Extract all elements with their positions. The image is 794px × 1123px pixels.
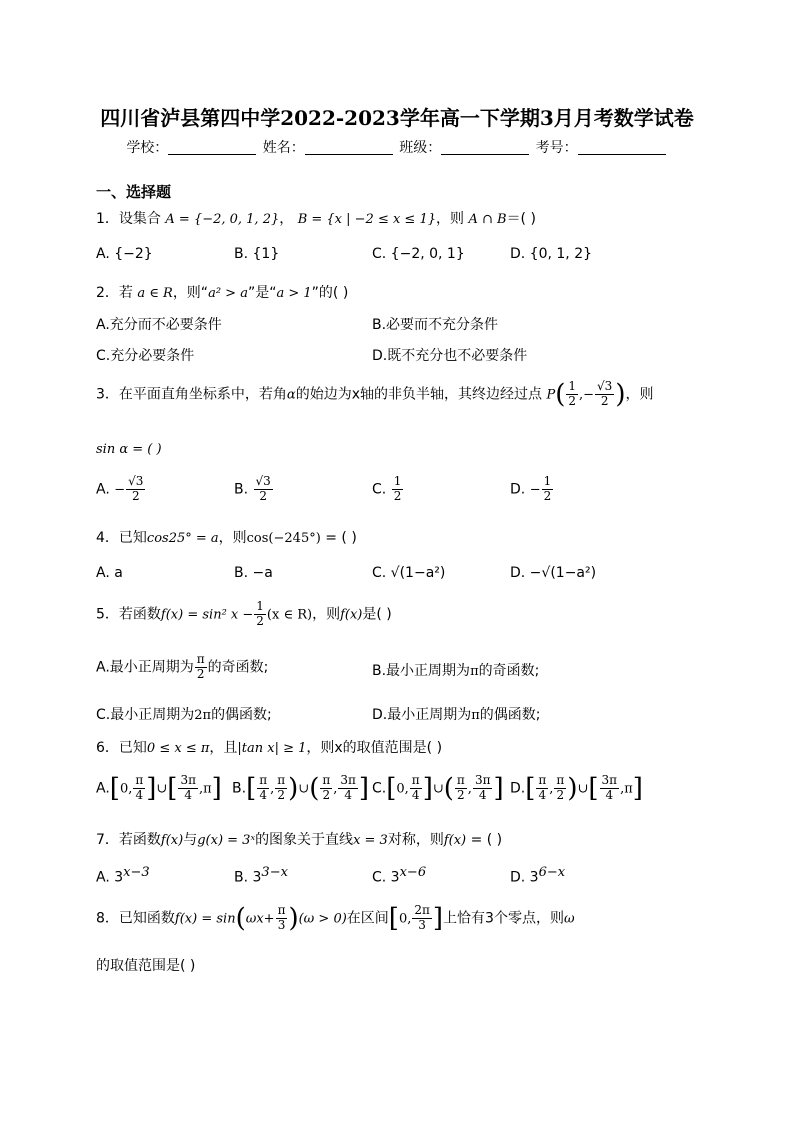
q6-a-zero: 0, [119, 781, 133, 797]
q8-zero: 0, [398, 911, 412, 927]
q1-text-b: ，则 [436, 211, 464, 227]
q7-option-c[interactable] [372, 865, 426, 886]
q7-end: = ( ) [466, 832, 503, 848]
q6-a-f1n: π [135, 773, 144, 787]
q6-option-c[interactable] [372, 774, 504, 803]
q3-option-c[interactable] [372, 475, 404, 504]
q7-with: 与 [183, 832, 198, 848]
q6-b-f1d: 4 [259, 787, 267, 802]
question-5-stem [96, 600, 392, 629]
q7-text-a: 7．若函数 [96, 832, 161, 848]
q6-c-f3d: 4 [478, 787, 487, 802]
q4-expr: cos(−245°) [246, 531, 321, 546]
q7-option-b[interactable] [234, 865, 288, 886]
number-blank[interactable] [578, 140, 666, 155]
q6-d-c1: , [549, 781, 554, 797]
class-label: 班级： [399, 140, 442, 156]
q3-c-num: 1 [393, 474, 402, 488]
q2-option-a[interactable]: A.充分而不必要条件 [96, 317, 222, 333]
q6-text-c: ，则x的取值范围是( ) [306, 740, 443, 756]
q8-cond: (ω > 0) [298, 911, 347, 927]
q5-option-c[interactable] [96, 704, 272, 724]
q5-c-post: 的偶函数; [211, 707, 272, 723]
q3-d-label: D. [510, 481, 526, 498]
q6-d-br4: ] [632, 773, 643, 804]
q5-a-den: 2 [196, 666, 205, 681]
q6-c-br4: ] [493, 773, 504, 804]
q7-d-exp: 6−x [538, 865, 566, 880]
q5-a-post: 的奇函数; [207, 659, 269, 676]
q3-comma-minus: ,− [579, 387, 595, 403]
q8-br-open: [ [388, 903, 399, 934]
q6-b-f3 [320, 774, 332, 803]
q5-option-b[interactable] [372, 660, 539, 680]
q6-a-f2d: 4 [184, 787, 193, 802]
q6-c-br3: ( [443, 773, 454, 804]
q8-paren-close: ) [288, 903, 299, 934]
q3-b-frac [254, 475, 273, 504]
q6-a-f1d: 4 [135, 787, 144, 802]
q1-set-b: B = {x | −2 ≤ x ≤ 1} [297, 212, 436, 227]
q2-text-a: 2．若 [96, 285, 133, 301]
q5-text-b: ，则 [312, 606, 341, 623]
q2-end: ”的( ) [311, 285, 349, 301]
q6-c-zero: 0, [396, 781, 409, 797]
q2-text-b: ，则“ [172, 285, 209, 301]
q1-option-c[interactable]: C. {−2, 0, 1} [372, 246, 465, 262]
q6-d-f1d: 4 [538, 787, 547, 802]
q3-den-x: 2 [568, 393, 576, 408]
q5-domain: (x ∈ R) [266, 607, 313, 623]
q2-q: a > 1 [276, 286, 312, 301]
q3-den-y: 2 [600, 393, 609, 408]
q6-b-f4 [338, 774, 358, 803]
q4-given: cos25° = a [146, 531, 219, 546]
q8-func: f(x) = sin [174, 911, 236, 927]
q5-b-val: π [470, 664, 479, 679]
q4-option-c[interactable]: C. √(1−a²) [372, 565, 446, 581]
q6-option-a[interactable] [96, 774, 222, 803]
q6-d-pi: ,π [620, 781, 633, 797]
q6-option-d[interactable] [510, 774, 643, 803]
q6-d-f1n: π [538, 773, 547, 787]
q6-c-f2n: π [456, 773, 465, 787]
q3-py: √3 [597, 379, 613, 393]
q2-option-c[interactable]: C.充分必要条件 [96, 348, 195, 364]
q6-c-label: C. [372, 780, 387, 797]
q3-d-sign: − [529, 482, 541, 498]
q8-paren-open: ( [235, 903, 246, 934]
q6-a-br3: [ [167, 773, 178, 804]
q6-c-br1: [ [386, 773, 397, 804]
q8-omega-x: ωx+ [245, 911, 275, 927]
q6-d-br3: [ [588, 773, 599, 804]
q3-frac-x [566, 380, 578, 409]
q5-half-den: 2 [256, 613, 264, 628]
q6-b-f4d: 4 [344, 787, 352, 802]
q3-c-frac [392, 475, 404, 504]
q6-d-f2d: 2 [556, 787, 565, 802]
q6-b-f1n: π [259, 773, 268, 787]
q6-b-f3n: π [322, 773, 331, 787]
q7-d-label: D. 3 [510, 869, 539, 886]
q3-a-den: 2 [131, 488, 140, 503]
q6-d-f3d: 4 [605, 787, 614, 802]
q6-c-f3 [473, 774, 493, 803]
q5-text-a: 5．若函数 [96, 606, 161, 623]
q1-text-a: 1．设集合 [96, 211, 161, 227]
q6-b-union: ∪ [298, 781, 310, 797]
q5-b-post: 的奇函数; [478, 663, 540, 679]
q6-d-label: D. [510, 780, 526, 797]
q6-b-c1: , [270, 781, 275, 797]
q3-a-num: √3 [128, 474, 144, 488]
q3-paren-open: ( [555, 379, 566, 410]
q6-d-f1 [536, 774, 548, 803]
q2-cond: a ∈ R [137, 286, 173, 301]
school-blank[interactable] [168, 140, 256, 155]
q3-d-num: 1 [543, 474, 552, 488]
q6-a-f1 [133, 774, 145, 803]
q8-phase [276, 904, 288, 933]
q5-c-val: 2π [194, 708, 212, 723]
q8-phase-den: 3 [277, 917, 286, 932]
q3-c-label: C. [372, 481, 387, 498]
q4-text-a: 4．已知 [96, 530, 147, 546]
q6-text-a: 6．已知 [96, 740, 147, 756]
q6-a-br1: [ [109, 773, 120, 804]
q5-end: 是( ) [362, 606, 392, 623]
q6-c-f1 [410, 774, 422, 803]
q5-b-pre: B.最小正周期为 [372, 663, 471, 679]
q6-c-f1d: 4 [411, 787, 420, 802]
page-title: 四川省泸县第四中学2022-2023学年高一下学期3月月考数学试卷 [100, 106, 694, 130]
q6-b-label: B. [232, 780, 247, 797]
q6-d-f2 [554, 774, 566, 803]
q6-d-f2n: π [556, 773, 565, 787]
q5-fx: f(x) [340, 607, 363, 623]
q6-b-f4n: 3π [340, 773, 356, 787]
q7-text-b: 的图象关于直线 [255, 832, 354, 848]
q5-d-post: 的偶函数; [479, 707, 541, 723]
q8-text-a: 8．已知函数 [96, 910, 175, 927]
q5-option-d[interactable] [372, 704, 541, 724]
q7-option-d[interactable] [510, 865, 565, 886]
number-label: 考号： [535, 140, 578, 156]
q6-d-f3 [600, 774, 620, 803]
q3-text-c: ，则 [625, 386, 654, 403]
q3-a-frac [126, 475, 145, 504]
q6-c-f2d: 2 [457, 787, 465, 802]
q3-a-label: A. [96, 481, 110, 498]
q8-text-d: 上恰有3个零点，则 [443, 910, 564, 927]
q6-b-f3d: 2 [322, 787, 331, 802]
q3-frac-y [595, 380, 614, 409]
q6-a-label: A. [96, 780, 110, 797]
q6-b-f2 [275, 774, 287, 803]
q7-c-label: C. 3 [372, 869, 400, 886]
q3-c-den: 2 [393, 488, 402, 503]
q4-option-b[interactable]: B. −a [234, 565, 273, 581]
q7-f: f(x) [160, 833, 184, 848]
q6-option-b[interactable] [232, 774, 369, 803]
q6-text-b: ，且 [209, 740, 238, 756]
question-8-stem [96, 904, 575, 933]
q5-a-frac [195, 653, 207, 682]
q6-a-f2 [178, 774, 198, 803]
q2-option-d[interactable]: D.既不充分也不必要条件 [372, 348, 528, 364]
q7-b-exp: 3−x [261, 865, 288, 880]
q1-sep: ， [279, 211, 294, 227]
q6-c-f3n: 3π [474, 773, 491, 787]
q7-option-a[interactable] [96, 865, 150, 886]
question-2-stem [96, 282, 348, 302]
q3-b-num: √3 [255, 474, 271, 488]
q8-interval-end [412, 904, 432, 933]
q4-text-b: ，则 [218, 530, 247, 546]
q6-b-br3: ( [309, 773, 320, 804]
q3-option-a[interactable] [96, 475, 146, 504]
q5-d-val: π [471, 708, 480, 723]
name-blank[interactable] [305, 140, 393, 155]
q5-d-pre: D.最小正周期为 [372, 707, 472, 723]
q3-text-b: 的始边为x轴的非负半轴，其终边经过点 [295, 386, 542, 403]
q6-b-br4: ] [358, 773, 370, 804]
q5-func: f(x) = sin² x − [160, 607, 254, 623]
q7-g: g(x) = 3ˣ [197, 833, 256, 848]
q6-a-br4: ] [211, 773, 222, 804]
question-8-line2: 的取值范围是( ) [96, 958, 196, 974]
q6-a-union: ∪ [156, 781, 168, 797]
q4-option-a[interactable]: A. a [96, 565, 123, 581]
question-1-stem [96, 208, 536, 228]
q3-alpha: α [286, 387, 296, 403]
q3-a-sign: − [114, 482, 126, 498]
q6-d-union: ∪ [577, 781, 589, 797]
q7-line: x = 3 [353, 833, 388, 848]
q6-cond: |tan x| ≥ 1 [237, 741, 307, 756]
q6-b-f2d: 2 [277, 787, 286, 802]
q6-a-f2n: 3π [180, 773, 196, 787]
student-info-line [0, 137, 794, 157]
q3-px: 1 [568, 379, 576, 393]
q6-c-f1n: π [411, 773, 420, 787]
q6-b-f2n: π [277, 773, 286, 787]
q7-c-exp: x−6 [399, 865, 427, 880]
q3-sin: sin α = ( ) [96, 442, 162, 457]
name-label: 姓名： [262, 140, 305, 156]
q2-mid: ”是“ [247, 285, 277, 301]
school-label: 学校： [126, 140, 169, 156]
q3-d-frac [542, 475, 554, 504]
q6-b-c2: , [333, 781, 338, 797]
q6-a-br2: ] [146, 773, 157, 804]
question-7-stem [96, 829, 502, 849]
q7-text-c: 对称，则 [387, 832, 444, 848]
q6-d-f3n: 3π [601, 773, 618, 787]
q6-range: 0 ≤ x ≤ π [146, 741, 210, 756]
q3-text-a: 3．在平面直角坐标系中，若角 [96, 386, 287, 403]
q3-b-den: 2 [259, 488, 267, 503]
q8-text-c: 在区间 [346, 910, 389, 927]
q8-int-den: 3 [418, 917, 426, 932]
q5-c-pre: C.最小正周期为 [96, 707, 195, 723]
q5-a-pre: A.最小正周期为 [96, 659, 194, 676]
q8-omega: ω [563, 911, 575, 927]
q6-a-pi: ,π [198, 781, 212, 797]
q1-option-a[interactable]: A. {−2} [96, 246, 153, 262]
q6-b-br2: ) [288, 773, 299, 804]
q6-c-union: ∪ [432, 781, 444, 797]
q3-paren-close: ) [615, 379, 626, 410]
question-6-stem [96, 737, 442, 757]
q1-end: ＝( ) [506, 211, 536, 227]
q5-half [254, 600, 266, 629]
q3-point: P [546, 387, 556, 403]
q7-b-label: B. 3 [234, 869, 262, 886]
q7-a-label: A. 3 [96, 869, 124, 886]
q1-set-a: A = {−2, 0, 1, 2} [165, 212, 280, 227]
q6-d-br1: [ [525, 773, 536, 804]
q6-c-br2: ] [422, 773, 433, 804]
q8-br-close: ] [432, 903, 444, 934]
q7-a-exp: x−3 [123, 865, 150, 880]
q3-d-den: 2 [543, 488, 552, 503]
class-blank[interactable] [441, 140, 529, 155]
q6-c-f2 [455, 774, 467, 803]
section-heading: 一、选择题 [96, 183, 172, 201]
q1-option-b[interactable]: B. {1} [234, 246, 280, 262]
q2-option-b[interactable]: B.必要而不充分条件 [372, 317, 499, 333]
question-3-line2 [96, 441, 162, 457]
q6-b-br1: [ [246, 773, 257, 804]
question-3-stem [96, 380, 653, 409]
q5-half-num: 1 [256, 599, 264, 613]
q6-c-c1: , [467, 781, 472, 797]
q6-b-f1 [257, 774, 269, 803]
q2-p: a² > a [208, 286, 248, 301]
question-4-stem [96, 527, 357, 547]
q3-option-d[interactable] [510, 475, 554, 504]
q3-b-label: B. [234, 481, 249, 498]
q8-int-num: 2π [414, 903, 430, 917]
q5-option-a[interactable] [96, 653, 268, 682]
q1-option-d[interactable]: D. {0, 1, 2} [510, 246, 593, 262]
q1-expr: A ∩ B [468, 212, 507, 227]
q6-d-br2: ) [567, 773, 578, 804]
q3-option-b[interactable] [234, 475, 274, 504]
q7-fx: f(x) [443, 833, 467, 848]
q8-phase-num: π [277, 903, 286, 917]
q4-option-d[interactable]: D. −√(1−a²) [510, 565, 597, 581]
q5-a-num: π [196, 652, 205, 666]
q4-end: = ( ) [320, 530, 357, 546]
